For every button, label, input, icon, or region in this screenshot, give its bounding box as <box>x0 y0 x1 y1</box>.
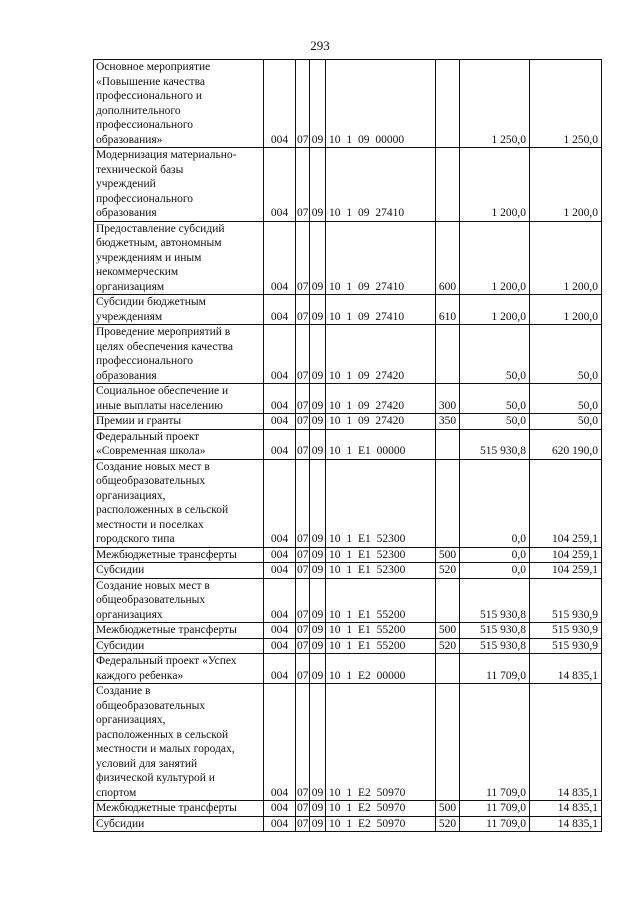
amount-year1-cell: 515 930,8 <box>460 638 530 654</box>
subsection-code-cell: 09 <box>310 429 326 459</box>
amount-year2-cell: 620 190,0 <box>530 429 602 459</box>
expense-type-code-cell <box>436 654 460 684</box>
target-item-code-cell: 10 1 09 27410 <box>326 148 436 222</box>
section-code-cell: 07 <box>296 295 310 325</box>
expense-type-code-cell: 520 <box>436 638 460 654</box>
expense-type-code-cell <box>436 578 460 623</box>
target-item-code-cell: 10 1 09 27410 <box>326 295 436 325</box>
expense-type-code-cell: 610 <box>436 295 460 325</box>
table-row <box>94 60 602 148</box>
amount-year2-cell: 515 930,9 <box>530 578 602 623</box>
table-row <box>94 384 602 414</box>
amount-year2-cell: 14 835,1 <box>530 684 602 801</box>
row-name-cell: Межбюджетные трансферты <box>94 547 264 563</box>
amount-year2-cell: 515 930,9 <box>530 623 602 639</box>
ved-code-cell: 004 <box>264 414 296 430</box>
ved-code-cell: 004 <box>264 148 296 222</box>
amount-year2-cell: 50,0 <box>530 414 602 430</box>
expense-type-code-cell <box>436 684 460 801</box>
table-row <box>94 684 602 801</box>
section-code-cell: 07 <box>296 325 310 384</box>
amount-year1-cell: 50,0 <box>460 384 530 414</box>
ved-code-cell: 004 <box>264 623 296 639</box>
amount-year1-cell: 1 200,0 <box>460 148 530 222</box>
section-code-cell: 07 <box>296 654 310 684</box>
amount-year1-cell: 0,0 <box>460 459 530 547</box>
amount-year1-cell: 11 709,0 <box>460 684 530 801</box>
table-row <box>94 638 602 654</box>
subsection-code-cell: 09 <box>310 816 326 832</box>
row-name-cell: Субсидии <box>94 638 264 654</box>
target-item-code-cell: 10 1 E1 55200 <box>326 623 436 639</box>
subsection-code-cell: 09 <box>310 148 326 222</box>
subsection-code-cell: 09 <box>310 60 326 148</box>
section-code-cell: 07 <box>297 564 309 576</box>
table-row <box>94 547 602 563</box>
amount-year1-cell: 11 709,0 <box>460 816 530 832</box>
subsection-code-cell: 09 <box>310 684 326 801</box>
row-name-cell: Социальное обеспечение и иные выплаты населению <box>94 384 264 414</box>
row-name-cell: Премии и гранты <box>94 414 264 430</box>
expense-type-code-cell: 520 <box>436 563 460 579</box>
target-item-code-cell: 10 1 E1 55200 <box>326 638 436 654</box>
table-row <box>94 325 602 384</box>
amount-year1-cell: 11 709,0 <box>460 801 530 817</box>
amount-year1-cell: 1 200,0 <box>460 221 530 295</box>
target-item-code-cell: 10 1 09 00000 <box>326 60 436 148</box>
target-item-code-cell: 10 1 E1 55200 <box>326 578 436 623</box>
amount-year2-cell: 1 200,0 <box>530 295 602 325</box>
row-name-cell: Создание в общеобразовательных организациях, расположенных в сельской местности и малых городах, условий для занятий физической культурой и спортом <box>94 684 264 801</box>
ved-code-cell: 004 <box>264 801 296 817</box>
ved-code-cell: 004 <box>264 295 296 325</box>
expense-type-code-cell <box>436 459 460 547</box>
amount-year2-cell: 104 259,1 <box>530 563 602 579</box>
amount-year1-cell: 50,0 <box>460 414 530 430</box>
expense-type-code-cell <box>436 429 460 459</box>
expense-type-code-cell: 520 <box>436 816 460 832</box>
target-item-code-cell: 10 1 E1 52300 <box>326 563 436 579</box>
row-name-cell: Федеральный проект «Современная школа» <box>94 429 264 459</box>
amount-year1-cell: 1 200,0 <box>460 295 530 325</box>
table-row <box>94 429 602 459</box>
table-row <box>94 816 602 832</box>
table-row <box>94 221 602 295</box>
row-name-cell: Предоставление субсидий бюджетным, автономным учреждениям и иным некоммерческим организациям <box>94 221 264 295</box>
amount-year1-cell: 1 250,0 <box>460 60 530 148</box>
amount-year1-cell: 0,0 <box>460 563 530 579</box>
amount-year2-cell: 104 259,1 <box>530 547 602 563</box>
amount-year1-cell: 50,0 <box>460 325 530 384</box>
amount-year2-cell: 14 835,1 <box>530 654 602 684</box>
amount-year2-cell: 14 835,1 <box>530 801 602 817</box>
amount-year2-cell: 1 250,0 <box>530 60 602 148</box>
section-code-cell: 07 <box>296 684 310 801</box>
expense-type-code-cell: 300 <box>436 384 460 414</box>
ved-code-cell: 004 <box>264 429 296 459</box>
amount-year2-cell: 1 200,0 <box>530 148 602 222</box>
ved-code-cell: 004 <box>264 638 296 654</box>
amount-year1-cell: 515 930,8 <box>460 429 530 459</box>
amount-year2-cell: 1 200,0 <box>530 221 602 295</box>
section-code-cell: 07 <box>296 60 310 148</box>
row-name-cell: Создание новых мест в общеобразовательных организациях <box>94 578 264 623</box>
row-name-cell: Субсидии <box>94 563 264 579</box>
ved-code-cell: 004 <box>264 684 296 801</box>
target-item-code-cell: 10 1 09 27420 <box>326 414 436 430</box>
subsection-code-cell: 09 <box>310 623 326 639</box>
target-item-code-cell: 10 1 E1 52300 <box>326 547 436 563</box>
row-name-cell: Федеральный проект «Успех каждого ребенка» <box>94 654 264 684</box>
table-row <box>94 801 602 817</box>
row-name-cell: Межбюджетные трансферты <box>94 801 264 817</box>
expense-type-code-cell: 500 <box>436 547 460 563</box>
target-item-code-cell: 10 1 E2 50970 <box>326 684 436 801</box>
subsection-code-cell: 09 <box>310 221 326 295</box>
row-name-cell: Основное мероприятие «Повышение качества профессионального и дополнительного профессионального образования» <box>94 60 264 148</box>
amount-year1-cell: 0,0 <box>460 547 530 563</box>
table-row <box>94 148 602 222</box>
ved-code-cell: 004 <box>264 578 296 623</box>
expense-type-code-cell <box>436 60 460 148</box>
ved-code-cell: 004 <box>264 459 296 547</box>
target-item-code-cell: 10 1 E2 00000 <box>326 654 436 684</box>
budget-table <box>93 59 602 832</box>
ved-code-cell: 004 <box>264 563 296 579</box>
subsection-code-cell: 09 <box>310 547 326 563</box>
subsection-code-cell: 09 <box>310 578 326 623</box>
row-name-cell: Субсидии бюджетным учреждениям <box>94 295 264 325</box>
subsection-code-cell: 09 <box>310 295 326 325</box>
table-row <box>94 623 602 639</box>
subsection-code-cell: 09 <box>310 325 326 384</box>
subsection-code-cell: 09 <box>310 459 326 547</box>
amount-year1-cell: 515 930,8 <box>460 578 530 623</box>
section-code-cell: 07 <box>297 415 309 427</box>
amount-year2-cell: 14 835,1 <box>530 816 602 832</box>
target-item-code-cell: 10 1 E1 00000 <box>326 429 436 459</box>
table-row <box>94 414 602 430</box>
section-code-cell: 07 <box>296 384 310 414</box>
table-row <box>94 563 602 579</box>
amount-year2-cell: 104 259,1 <box>530 459 602 547</box>
row-name-cell: Проведение мероприятий в целях обеспечения качества профессионального образования <box>94 325 264 384</box>
target-item-code-cell: 10 1 E2 50970 <box>326 801 436 817</box>
expense-type-code-cell: 350 <box>436 414 460 430</box>
page-number: 293 <box>310 38 330 53</box>
ved-code-cell: 004 <box>264 325 296 384</box>
target-item-code-cell: 10 1 09 27420 <box>326 384 436 414</box>
section-code-cell: 07 <box>296 221 310 295</box>
amount-year2-cell: 515 930,9 <box>530 638 602 654</box>
section-code-cell: 07 <box>297 548 309 561</box>
ved-code-cell: 004 <box>264 816 296 832</box>
row-name-cell: Межбюджетные трансферты <box>94 623 264 639</box>
amount-year1-cell: 515 930,8 <box>460 623 530 639</box>
section-code-cell: 07 <box>296 148 310 222</box>
subsection-code-cell: 09 <box>310 414 326 430</box>
amount-year1-cell: 11 709,0 <box>460 654 530 684</box>
table-row <box>94 295 602 325</box>
subsection-code-cell: 09 <box>310 654 326 684</box>
section-code-cell: 07 <box>297 802 309 814</box>
subsection-code-cell: 09 <box>310 384 326 414</box>
ved-code-cell: 004 <box>264 547 296 563</box>
expense-type-code-cell: 500 <box>436 623 460 639</box>
subsection-code-cell: 09 <box>310 801 326 817</box>
row-name-cell: Создание новых мест в общеобразовательных организациях, расположенных в сельской местности и поселках городского типа <box>94 459 264 547</box>
target-item-code-cell: 10 1 09 27410 <box>326 221 436 295</box>
section-code-cell: 07 <box>297 817 309 830</box>
table-row <box>94 578 602 623</box>
expense-type-code-cell <box>436 148 460 222</box>
section-code-cell: 07 <box>296 429 310 459</box>
ved-code-cell: 004 <box>264 654 296 684</box>
section-code-cell: 07 <box>297 639 309 652</box>
target-item-code-cell: 10 1 E1 52300 <box>326 459 436 547</box>
table-row <box>94 654 602 684</box>
subsection-code-cell: 09 <box>310 638 326 654</box>
table-body <box>94 60 602 832</box>
subsection-code-cell: 09 <box>310 563 326 579</box>
section-code-cell: 07 <box>297 624 309 636</box>
section-code-cell: 07 <box>296 459 310 547</box>
target-item-code-cell: 10 1 09 27420 <box>326 325 436 384</box>
target-item-code-cell: 10 1 E2 50970 <box>326 816 436 832</box>
amount-year2-cell: 50,0 <box>530 325 602 384</box>
row-name-cell: Субсидии <box>94 816 264 832</box>
section-code-cell: 07 <box>296 578 310 623</box>
table-row <box>94 459 602 547</box>
expense-type-code-cell: 500 <box>436 801 460 817</box>
amount-year2-cell: 50,0 <box>530 384 602 414</box>
ved-code-cell: 004 <box>264 60 296 148</box>
ved-code-cell: 004 <box>264 384 296 414</box>
row-name-cell: Модернизация материально- технической базы учреждений профессионального образования <box>94 148 264 222</box>
expense-type-code-cell: 600 <box>436 221 460 295</box>
ved-code-cell: 004 <box>264 221 296 295</box>
expense-type-code-cell <box>436 325 460 384</box>
